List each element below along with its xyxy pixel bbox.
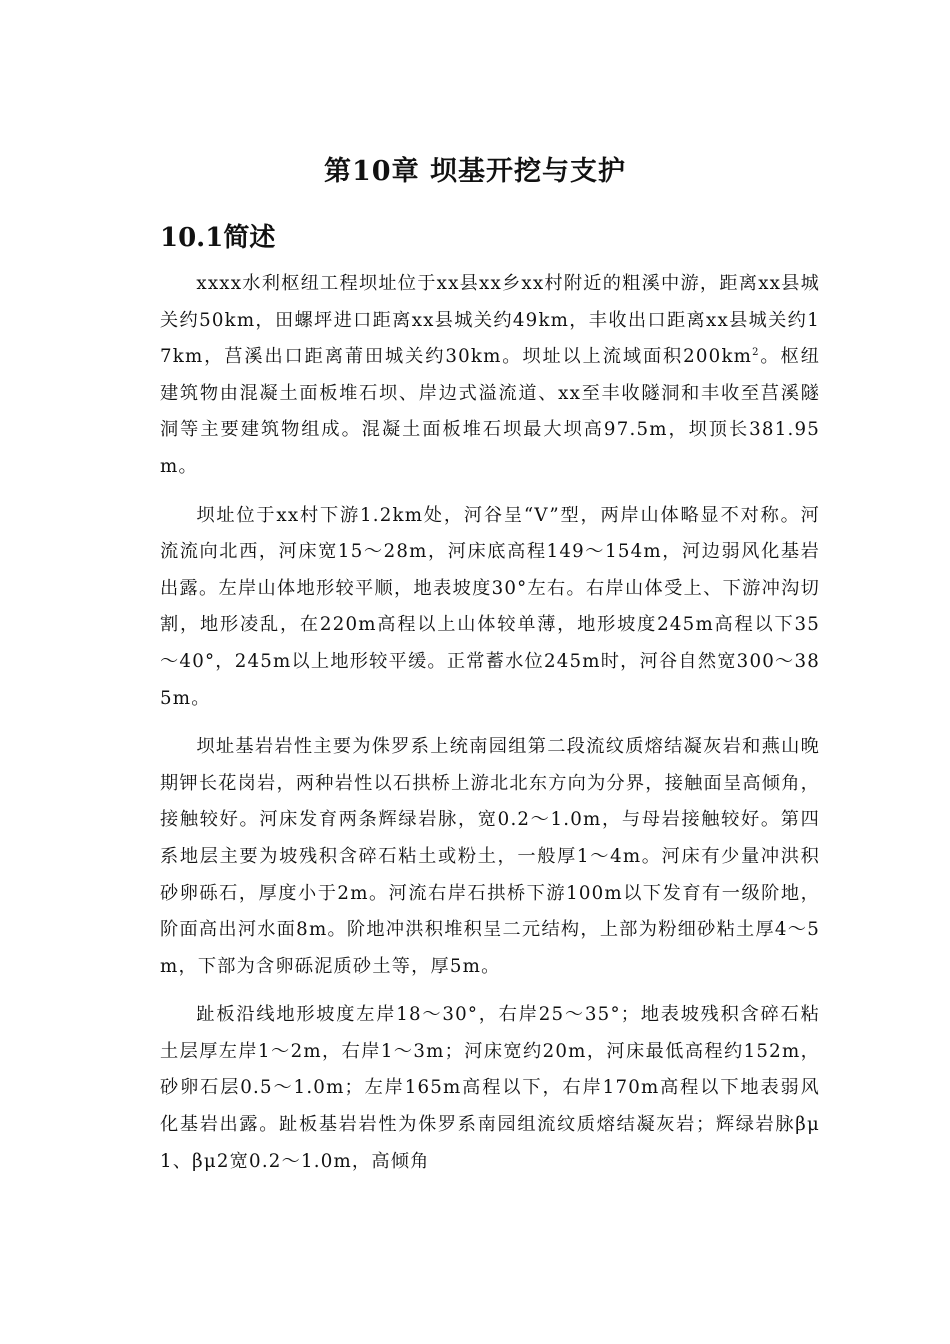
superscript: 2 <box>752 347 760 359</box>
paragraph-text: 。枢纽建筑物由混凝土面板堆石坝、岸边式溢流道、xx至丰收隧洞和丰收至莒溪隧洞等主要建筑物组成。混凝土面板堆石坝最大坝高97.5m，坝顶长381.95m。 <box>160 346 820 477</box>
section-title: 10.1简述 <box>160 223 276 253</box>
chapter-title: 第10章 坝基开挖与支护 <box>324 156 626 187</box>
paragraph-toe-slab: 趾板沿线地形坡度左岸18～30°，右岸25～35°；地表坡残积含碎石粘土层厚左岸1～2m，右岸1～3m；河床宽约20m，河床最低高程约152m，砂卵石层0.5～1.0m；左岸165m高程以下，右岸170m高程以下地表弱风化基岩出露。趾板基岩岩性为侏罗系南园组流纹质熔结凝灰岩；辉绿岩脉βμ1、βμ2宽0.2～1.0m，高倾角 <box>160 1004 820 1172</box>
paragraph-project-overview <box>160 266 820 486</box>
paragraph-bedrock-lithology: 坝址基岩岩性主要为侏罗系上统南园组第二段流纹质熔结凝灰岩和燕山晚期钾长花岗岩，两种岩性以石拱桥上游北北东方向为分界，接触面呈高倾角，接触较好。河床发育两条辉绿岩脉，宽0.2～1.0m，与母岩接触较好。第四系地层主要为坡残积含碎石粘土或粉土，一般厚1～4m。河床有少量冲洪积砂卵砾石，厚度小于2m。河流右岸石拱桥下游100m以下发育有一级阶地，阶面高出河水面8m。阶地冲洪积堆积呈二元结构，上部为粉细砂粘土厚4～5m，下部为含卵砾泥质砂土等，厚5m。 <box>160 736 820 977</box>
paragraph-text: xxxx水利枢纽工程坝址位于xx县xx乡xx村附近的粗溪中游，距离xx县城关约50km，田螺坪进口距离xx县城关约49km，丰收出口距离xx县城关约17km，莒溪出口距离莆田城关约30km。坝址以上流域面积200km <box>160 273 820 368</box>
body-text <box>160 266 820 1192</box>
paragraph-valley-terrain: 坝址位于xx村下游1.2km处，河谷呈“V”型，两岸山体略显不对称。河流流向北西，河床宽15～28m，河床底高程149～154m，河边弱风化基岩出露。左岸山体地形较平顺，地表坡度30°左右。右岸山体受上、下游冲沟切割，地形凌乱，在220m高程以上山体较单薄，地形坡度245m高程以下35～40°，245m以上地形较平缓。正常蓄水位245m时，河谷自然宽300～385m。 <box>160 504 820 709</box>
